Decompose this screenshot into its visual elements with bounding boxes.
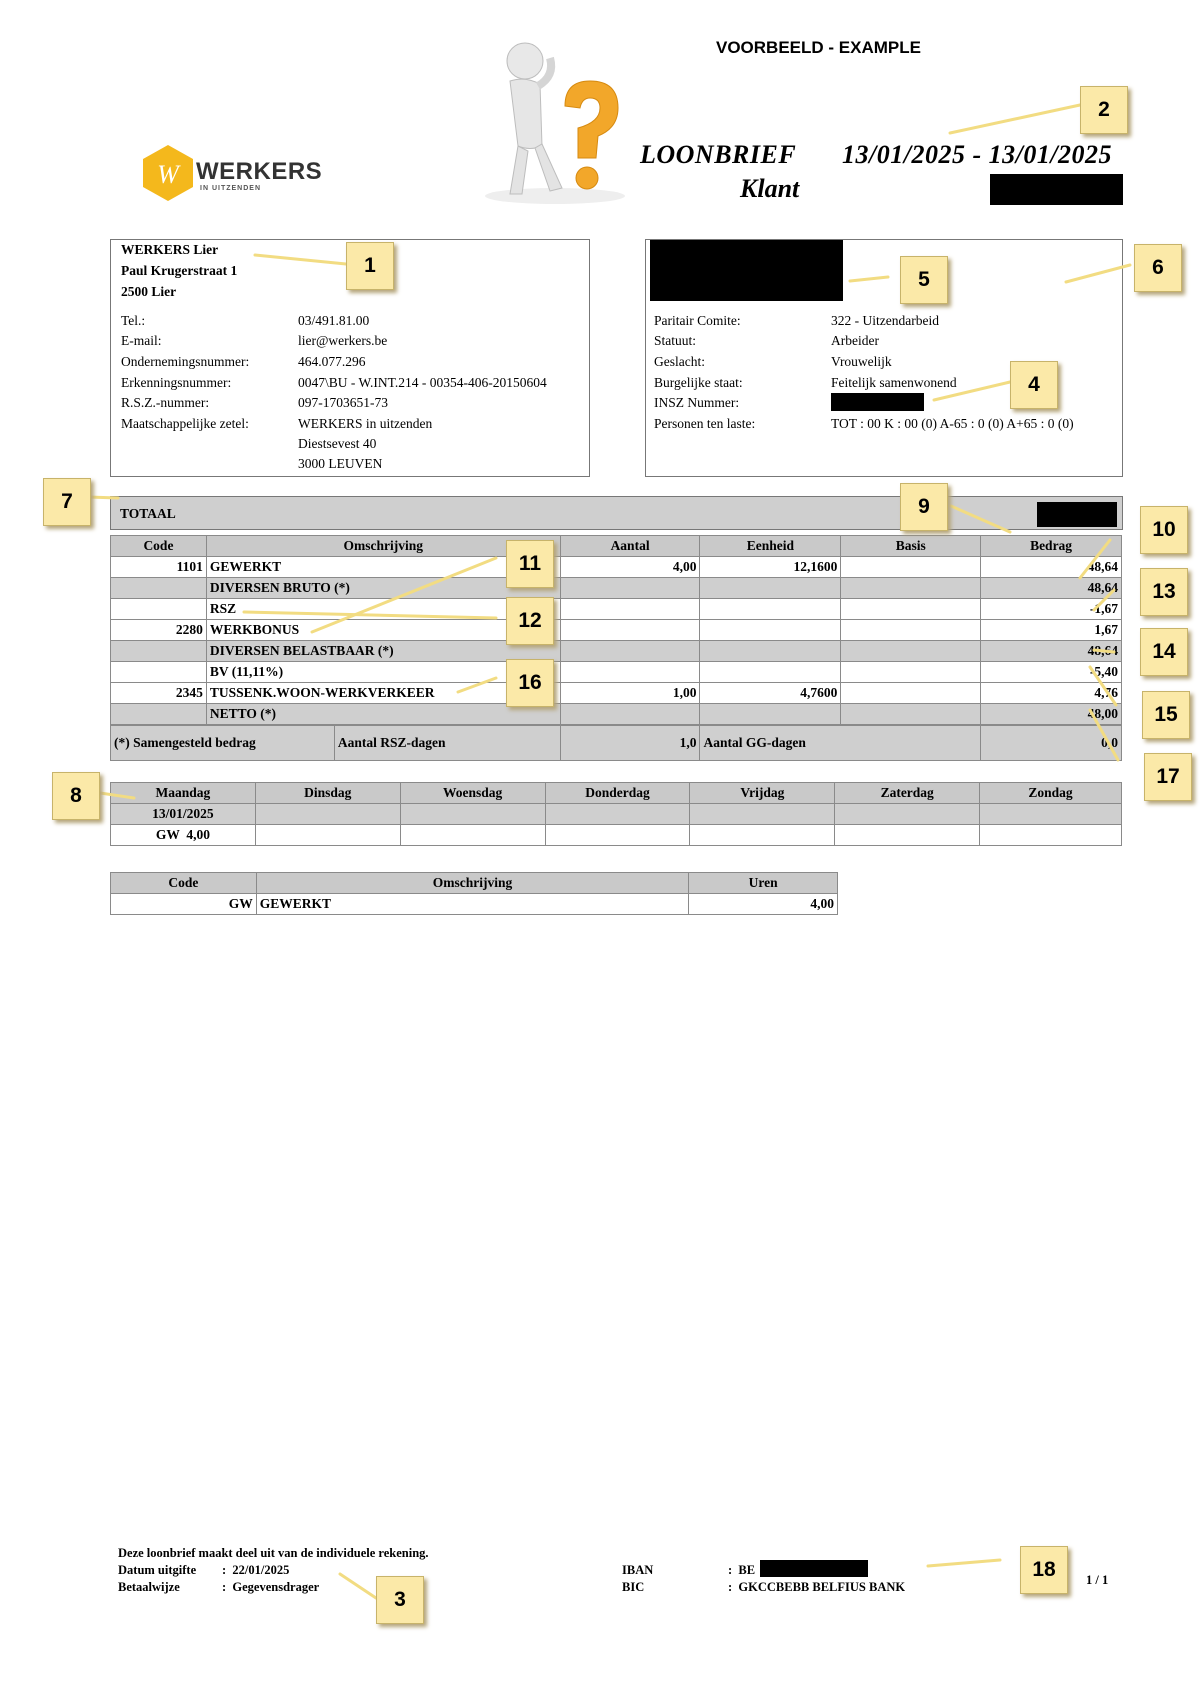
totals-title: TOTAAL — [120, 506, 176, 521]
callout-10: 10 — [1140, 506, 1188, 554]
employer-label: Maatschappelijke zetel: — [121, 416, 249, 431]
employer-seat-street: Diestsevest 40 — [298, 436, 377, 451]
employer-label: E-mail: — [121, 333, 162, 348]
table-row: 2345 TUSSENK.WOON-WERKVERKEER 1,00 4,7600 4,76 — [111, 683, 1122, 704]
employer-label: Tel.: — [121, 313, 146, 328]
callout-7: 7 — [43, 478, 91, 526]
callout-16: 16 — [506, 659, 554, 707]
employee-label: Personen ten laste: — [654, 416, 756, 431]
totals-table — [110, 535, 1122, 725]
col-unit: Eenheid — [700, 536, 841, 557]
bic-label: BIC — [622, 1580, 645, 1594]
hours-col-hours: Uren — [689, 873, 838, 894]
day-monday: Maandag — [111, 783, 256, 804]
redacted-employee-name — [650, 240, 843, 301]
issue-date-label: Datum uitgifte — [118, 1563, 197, 1577]
table-row: BV (11,11%) -5,40 — [111, 662, 1122, 683]
employee-value: 322 - Uitzendarbeid — [831, 313, 939, 328]
employee-label: Paritair Comite: — [654, 313, 741, 328]
callout-6: 6 — [1134, 244, 1182, 292]
redacted-iban — [760, 1560, 868, 1577]
calendar-date-row — [111, 804, 1122, 825]
day-tuesday: Dinsdag — [255, 783, 400, 804]
employer-name: WERKERS Lier — [121, 242, 219, 257]
iban-label: IBAN — [622, 1563, 654, 1577]
employee-label: INSZ Nummer: — [654, 395, 740, 410]
totals-footer — [110, 725, 1122, 761]
callout-18: 18 — [1020, 1546, 1068, 1594]
hours-col-description: Omschrijving — [256, 873, 688, 894]
bic-value: : GKCCBEBB BELFIUS BANK — [728, 1580, 906, 1594]
callout-4: 4 — [1010, 361, 1058, 409]
callout-1: 1 — [346, 242, 394, 290]
employee-label: Burgelijke staat: — [654, 375, 743, 390]
employee-value: TOT : 00 K : 00 (0) A-65 : 0 (0) A+65 : 0 (0) — [831, 416, 1074, 431]
calendar-entry-row — [111, 825, 1122, 846]
day-saturday: Zaterdag — [835, 783, 980, 804]
question-figure-icon — [480, 36, 640, 206]
gg-days-value: 0,0 — [981, 726, 1122, 761]
col-basis: Basis — [841, 536, 981, 557]
callout-14: 14 — [1140, 628, 1188, 676]
day-wednesday: Woensdag — [400, 783, 545, 804]
day-thursday: Donderdag — [545, 783, 690, 804]
employer-value: WERKERS in uitzenden — [298, 416, 433, 431]
payment-method-value: : Gegevensdrager — [222, 1580, 320, 1594]
document-period: 13/01/2025 - 13/01/2025 — [842, 140, 1113, 169]
callout-12: 12 — [506, 597, 554, 645]
footer-note: Deze loonbrief maakt deel uit van de individuele rekening. — [118, 1546, 429, 1560]
employer-seat-city: 3000 LEUVEN — [298, 456, 383, 471]
calendar-date: 13/01/2025 — [111, 804, 256, 825]
example-label: VOORBEELD - EXAMPLE — [716, 38, 921, 57]
col-amount: Bedrag — [981, 536, 1122, 557]
logo-subtitle: IN UITZENDEN — [200, 185, 261, 192]
employer-value: 03/491.81.00 — [298, 313, 370, 328]
employer-value: 0047\BU - W.INT.214 - 00354-406-20150604 — [298, 375, 547, 390]
totals-title-bar — [110, 496, 1123, 530]
calendar-table — [110, 782, 1122, 846]
employee-value: Vrouwelijk — [831, 354, 892, 369]
table-row: GW GEWERKT 4,00 — [111, 894, 838, 915]
rsz-days-value: 1,0 — [560, 726, 700, 761]
hours-col-code: Code — [111, 873, 257, 894]
employee-label: Geslacht: — [654, 354, 705, 369]
table-row: 1101 GEWERKT 4,00 12,1600 48,64 — [111, 557, 1122, 578]
payment-method-label: Betaalwijze — [118, 1580, 180, 1594]
employer-label: Ondernemingsnummer: — [121, 354, 250, 369]
svg-text:W: W — [157, 160, 179, 189]
table-row: NETTO (*) 48,00 — [111, 704, 1122, 725]
redacted-total — [1037, 502, 1117, 527]
employee-label: Statuut: — [654, 333, 697, 348]
redacted-insz — [831, 393, 924, 411]
day-sunday: Zondag — [980, 783, 1122, 804]
issue-date-value: : 22/01/2025 — [222, 1563, 290, 1577]
employer-value: 097-1703651-73 — [298, 395, 388, 410]
employer-street: Paul Krugerstraat 1 — [121, 263, 238, 278]
table-row: DIVERSEN BELASTBAAR (*) 48,64 — [111, 641, 1122, 662]
callout-2: 2 — [1080, 86, 1128, 134]
employer-value: 464.077.296 — [298, 354, 366, 369]
redacted-block — [990, 174, 1123, 205]
employee-value: Feitelijk samenwonend — [831, 375, 957, 390]
logo-name: WERKERS — [196, 158, 323, 185]
hours-table — [110, 872, 838, 915]
col-code: Code — [111, 536, 207, 557]
iban-value: : BE — [728, 1563, 756, 1577]
employer-city: 2500 Lier — [121, 284, 177, 299]
callout-8: 8 — [52, 772, 100, 820]
employee-value: Arbeider — [831, 333, 879, 348]
col-quantity: Aantal — [560, 536, 700, 557]
document-subtitle: Klant — [740, 174, 800, 203]
rsz-days-label: Aantal RSZ-dagen — [334, 726, 560, 761]
callout-13: 13 — [1140, 568, 1188, 616]
employer-value: lier@werkers.be — [298, 333, 388, 348]
callout-5: 5 — [900, 256, 948, 304]
employer-label: Erkenningsnummer: — [121, 375, 232, 390]
werkers-logo-icon — [138, 143, 198, 203]
callout-15: 15 — [1142, 691, 1190, 739]
page-number: 1 / 1 — [1086, 1573, 1109, 1587]
table-row: DIVERSEN BRUTO (*) 48,64 — [111, 578, 1122, 599]
callout-11: 11 — [506, 540, 554, 588]
callout-9: 9 — [900, 483, 948, 531]
col-description: Omschrijving — [206, 536, 560, 557]
table-row: RSZ -1,67 — [111, 599, 1122, 620]
calendar-entry: GW 4,00 — [111, 825, 256, 846]
callout-3: 3 — [376, 1576, 424, 1624]
composite-note: (*) Samengesteld bedrag — [111, 726, 335, 761]
callout-17: 17 — [1144, 753, 1192, 801]
gg-days-label: Aantal GG-dagen — [700, 726, 981, 761]
employer-label: R.S.Z.-nummer: — [121, 395, 210, 410]
table-row: 2280 WERKBONUS 1,67 — [111, 620, 1122, 641]
day-friday: Vrijdag — [690, 783, 835, 804]
document-title: LOONBRIEF — [640, 140, 797, 169]
